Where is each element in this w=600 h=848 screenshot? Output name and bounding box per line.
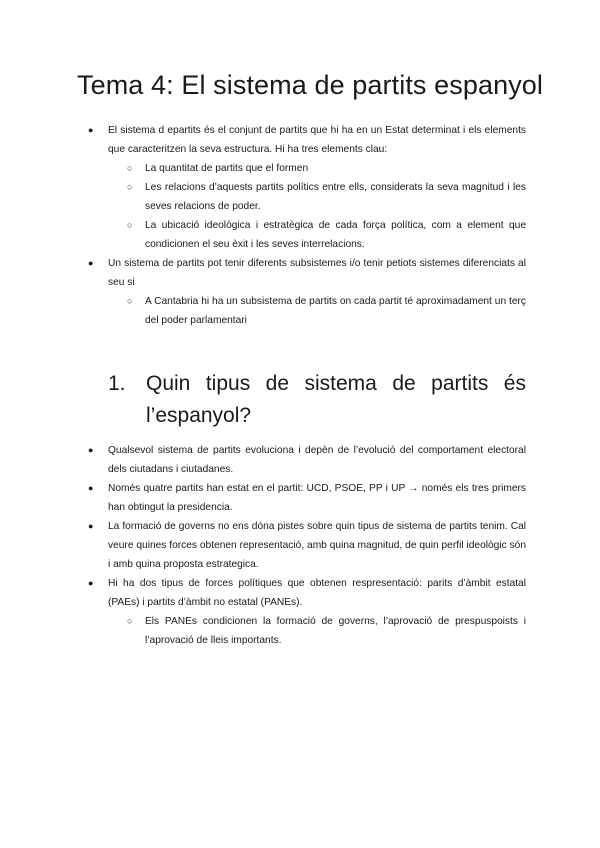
sub-list-item-text: Les relacions d’aquests partits polítics entre ells, considerats la seva magnitud i les seves relacions de poder. xyxy=(145,182,526,212)
list-item xyxy=(0,254,600,292)
hollow-bullet-icon: ○ xyxy=(127,296,133,306)
section-heading-line: Quin tipus de sistema de partits és xyxy=(146,372,526,395)
sub-list-item xyxy=(0,612,600,650)
sub-list-item-text: Els PANEs condicionen la formació de governs, l’aprovació de prespuspoists i l’aprovació de lleis importants. xyxy=(145,616,526,646)
section-heading-text xyxy=(146,368,526,432)
list-item-text: Qualsevol sistema de partits evoluciona i depèn de l’evolució del comportament electoral dels ciutadans i ciutadanes. xyxy=(108,445,526,475)
list-item-text: La formació de governs no ens dóna pistes sobre quin tipus de sistema de partits tenim. Cal veure quines forces obtenen representació, amb quina magnitud, de quin perfil ideològic són i amb quina proposta estrategica. xyxy=(108,521,526,570)
list-item-text: Un sistema de partits pot tenir diferents subsistemes i/o tenir petiots sistemes diferenciats al seu si xyxy=(108,258,526,288)
page-title: Tema 4: El sistema de partits espanyol xyxy=(77,70,544,100)
sub-list-item-text: La ubicació ideològica i estratègica de cada força política, com a element que condicionen el seu èxit i les seves interrelacions. xyxy=(145,220,526,250)
section-list xyxy=(0,441,600,650)
list-item xyxy=(0,121,600,159)
section-heading-line: l’espanyol? xyxy=(146,404,252,427)
bullet-icon: ● xyxy=(88,125,94,135)
section-heading xyxy=(108,368,526,432)
list-item-text: El sistema d epartits és el conjunt de partits que hi ha en un Estat determinat i els elements que caracteritzen la seva estructura. Hi ha tres elements clau: xyxy=(108,125,526,155)
bullet-icon: ● xyxy=(88,578,94,588)
sub-list-item xyxy=(0,159,600,178)
sub-list-item xyxy=(0,292,600,330)
hollow-bullet-icon: ○ xyxy=(127,220,133,230)
list-item xyxy=(0,574,600,612)
sub-list-item xyxy=(0,178,600,216)
intro-list xyxy=(0,121,600,330)
hollow-bullet-icon: ○ xyxy=(127,182,133,192)
sub-list-item xyxy=(0,216,600,254)
sub-list-item-text: A Cantabria hi ha un subsistema de partits on cada partit té aproximadament un terç del poder parlamentari xyxy=(145,296,526,326)
hollow-bullet-icon: ○ xyxy=(127,163,133,173)
bullet-icon: ● xyxy=(88,258,94,268)
list-item xyxy=(0,517,600,574)
bullet-icon: ● xyxy=(88,483,94,493)
list-item-text: Hi ha dos tipus de forces polítiques que obtenen respresentació: parits d’àmbit estatal (PAEs) i partits d’àmbit no estatal (PANEs). xyxy=(108,578,526,608)
hollow-bullet-icon: ○ xyxy=(127,616,133,626)
bullet-icon: ● xyxy=(88,445,94,455)
sub-list-item-text: La quantitat de partits que el formen xyxy=(145,163,309,174)
list-item xyxy=(0,479,600,517)
list-item-text: Només quatre partits han estat en el partit: UCD, PSOE, PP i UP → només els tres primers han obtingut la presidencia. xyxy=(108,483,526,513)
bullet-icon: ● xyxy=(88,521,94,531)
list-item xyxy=(0,441,600,479)
section-number: 1. xyxy=(108,372,126,395)
